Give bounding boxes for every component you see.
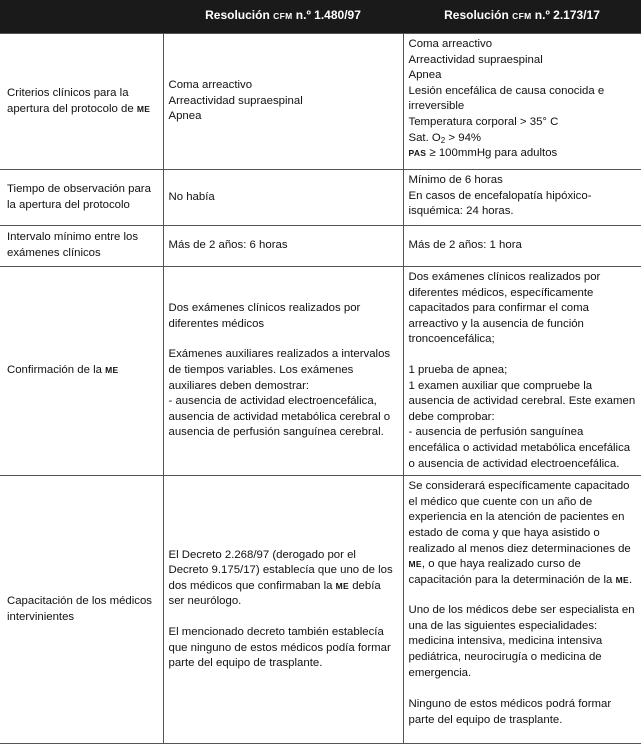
row-label-min-interval: Intervalo mínimo entre los exámenes clínicos	[0, 226, 163, 267]
header-resolution-1480: Resolución CFM n.º 1.480/97	[163, 0, 403, 34]
cell-min-interval-1480: Más de 2 años: 6 horas	[163, 226, 403, 267]
cell-min-interval-2173: Más de 2 años: 1 hora	[403, 226, 641, 267]
cell-confirmation-2173: Dos exámenes clínicos realizados por diferentes médicos, específicamente capacitados para confirmar el coma arreactivo y la ausencia de función troncoencefálica; 1 prueba de apnea; 1 examen auxiliar que compruebe la ausencia de actividad cerebral. Este examen debe comprobar: - ausencia de perfusión sanguínea encefálica o actividad metabólica encefálica o ausencia de actividad electroencefálica.	[403, 267, 641, 476]
cell-observation-time-1480: No había	[163, 170, 403, 226]
cell-physician-training-1480: El Decreto 2.268/97 (derogado por el Decreto 9.175/17) establecía que uno de los dos médicos que confirmaban la ME debía ser neurólogo. El mencionado decreto también establecía que ninguno de estos médicos podía formar parte del equipo de trasplante.	[163, 476, 403, 744]
table-header-row	[0, 0, 641, 34]
row-label-clinical-criteria: Criterios clínicos para la apertura del protocolo de ME	[0, 34, 163, 170]
header-resolution-2173: Resolución CFM n.º 2.173/17	[403, 0, 641, 34]
table-row	[0, 34, 641, 170]
table-row	[0, 170, 641, 226]
cell-clinical-criteria-2173: Coma arreactivo Arreactividad supraespinal Apnea Lesión encefálica de causa conocida e irreversible Temperatura corporal > 35° C Sat. $O_2 > 94\%$ PAS ≥ 100mmHg para adultos	[403, 34, 641, 170]
table-row	[0, 267, 641, 476]
row-label-confirmation: Confirmación de la ME	[0, 267, 163, 476]
cell-physician-training-2173: Se considerará específicamente capacitado el médico que cuente con un año de experiencia en la atención de pacientes en estado de coma y que haya asistido o realizado al menos diez determinaciones de ME, o que haya realizado curso de capacitación para la determinación de la ME. Uno de los médicos debe ser especialista en una de las siguientes especialidades: medicina intensiva, medicina intensiva pediátrica, neurocirugía o medicina de emergencia. Ninguno de estos médicos podrá formar parte del equipo de trasplante.	[403, 476, 641, 744]
row-label-physician-training: Capacitación de los médicos intervinientes	[0, 476, 163, 744]
table-row	[0, 476, 641, 744]
table-row	[0, 226, 641, 267]
cell-observation-time-2173: Mínimo de 6 horas En casos de encefalopatía hipóxico-isquémica: 24 horas.	[403, 170, 641, 226]
cell-clinical-criteria-1480: Coma arreactivo Arreactividad supraespinal Apnea	[163, 34, 403, 170]
row-label-observation-time: Tiempo de observación para la apertura del protocolo	[0, 170, 163, 226]
cell-confirmation-1480: Dos exámenes clínicos realizados por diferentes médicos Exámenes auxiliares realizados a intervalos de tiempos variables. Los exámenes auxiliares deben demostrar: - ausencia de actividad electroencefálica, ausencia de actividad metabólica cerebral o ausencia de perfusión sanguínea cerebral.	[163, 267, 403, 476]
header-criteria	[0, 0, 163, 34]
